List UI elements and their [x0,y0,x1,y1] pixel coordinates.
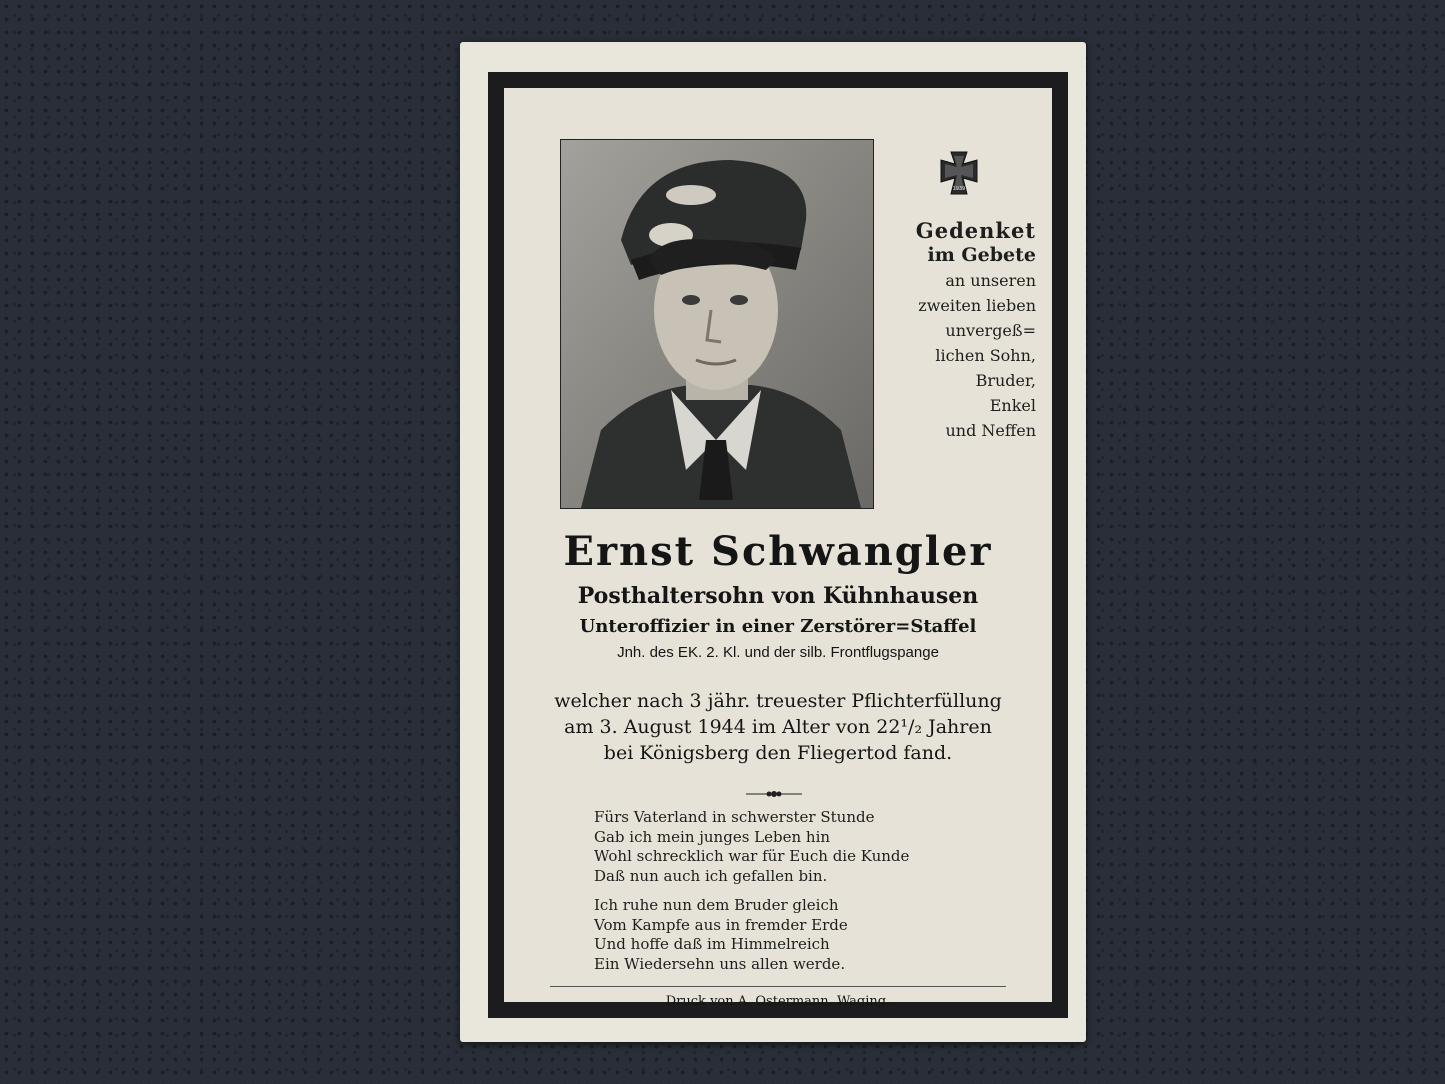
poem [594,808,994,984]
poem-line: Vom Kampfe aus in fremder Erde [594,915,848,934]
poem-stanza-2 [594,896,994,974]
side-line-1: Gedenket [915,218,1036,243]
poem-stanza-1 [594,808,994,886]
body-line-2: am 3. August 1944 im Alter von 22¹/₂ Jahren [564,716,992,738]
side-line-2: im Gebete [927,244,1036,266]
poem-line: Wohl schrecklich war für Euch die Kunde [594,847,910,865]
body-line-1: welcher nach 3 jähr. treuester Pflichterfüllung [554,690,1002,712]
poem-line: Daß nun auch ich gefallen bin. [594,866,828,885]
death-notice [504,688,1052,766]
footer-rule [550,986,1006,987]
cross-year: 1939 [952,186,966,192]
subtitle: Posthaltersohn von Kühnhausen [577,583,979,609]
black-mourning-border [488,72,1068,1018]
body-line-3: bei Königsberg den Fliegertod fand. [603,742,953,764]
ornament-divider [744,784,804,794]
remembrance-text [874,218,1036,443]
side-line-5: unvergeß= [945,321,1036,340]
poem-line: Ein Wiedersehn uns allen werde. [594,954,846,973]
card-inner [504,88,1052,1009]
side-line-3: an unseren [945,271,1036,290]
side-line-9: und Neffen [945,421,1036,440]
side-line-8: Enkel [989,396,1036,415]
printer-credit: Druck von A. Ostermann, Waging. [665,994,891,1009]
side-line-6: lichen Sohn, [935,346,1036,365]
poem-line: Fürs Vaterland in schwerster Stunde [594,808,875,826]
poem-line: Ich ruhe nun dem Bruder gleich [594,896,839,914]
portrait-photo [560,139,874,509]
side-line-4: zweiten lieben [918,296,1036,315]
side-line-7: Bruder, [975,371,1036,390]
rank-line: Unteroffizier in einer Zerstörer=Staffel [579,616,977,637]
poem-line: Und hoffe daß im Himmelreich [594,935,830,953]
memorial-card [460,42,1086,1042]
deceased-name: Ernst Schwangler [563,528,993,575]
iron-cross-emblem [937,150,981,200]
awards-line: Jnh. des EK. 2. Kl. und der silb. Frontflugspange [617,644,939,661]
poem-line: Gab ich mein junges Leben hin [594,827,831,846]
